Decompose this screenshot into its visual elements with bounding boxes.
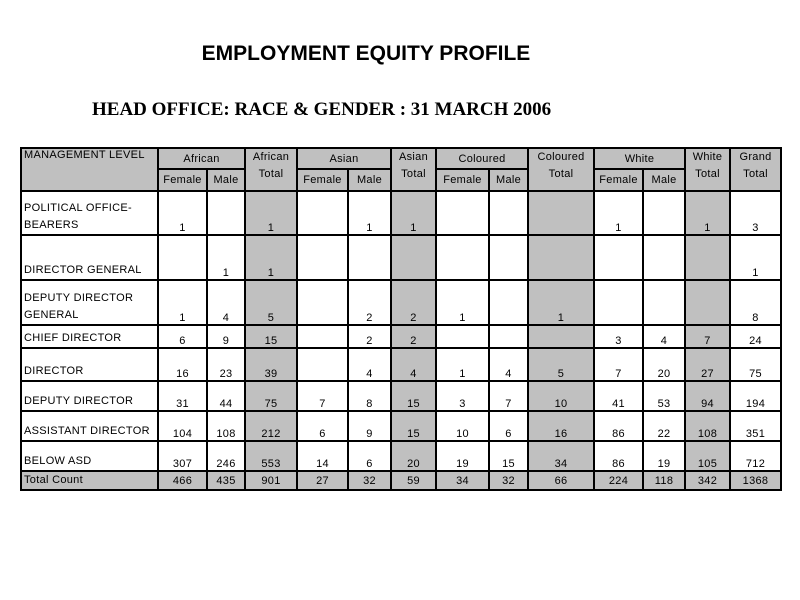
table-cell: [436, 325, 489, 348]
table-cell: 39: [245, 348, 297, 381]
table-cell: [297, 235, 348, 280]
total-cell: 1368: [730, 471, 781, 490]
table-cell: [489, 235, 528, 280]
table-cell: 1: [685, 191, 730, 235]
table-cell: 2: [391, 325, 436, 348]
table-cell: 2: [391, 280, 436, 325]
table-cell: 15: [489, 441, 528, 471]
table-cell: 16: [158, 348, 207, 381]
total-cell: 901: [245, 471, 297, 490]
table-body: [21, 191, 781, 490]
table-cell: 24: [730, 325, 781, 348]
table-cell: 10: [436, 411, 489, 441]
table-cell: 6: [489, 411, 528, 441]
header-coloured-total: Coloured Total: [528, 148, 594, 191]
total-cell: 59: [391, 471, 436, 490]
table-cell: 7: [297, 381, 348, 411]
table-cell: 19: [643, 441, 685, 471]
table-cell: [348, 235, 391, 280]
table-cell: 1: [391, 191, 436, 235]
header-african-total: African Total: [245, 148, 297, 191]
table-row: [21, 381, 781, 411]
row-label-line: DIRECTOR: [24, 365, 84, 377]
table-cell: 1: [436, 280, 489, 325]
document-subtitle: HEAD OFFICE: RACE & GENDER : 31 MARCH 2006: [92, 99, 552, 120]
row-label-line: ASSISTANT DIRECTOR: [24, 425, 150, 437]
table-cell: 27: [685, 348, 730, 381]
header-asian-total: Asian Total: [391, 148, 436, 191]
table-cell: 1: [207, 235, 245, 280]
header-african-female: Female: [158, 169, 207, 191]
table-cell: [528, 191, 594, 235]
header-grand-total: Grand Total: [730, 148, 781, 191]
table-cell: 16: [528, 411, 594, 441]
table-cell: 7: [489, 381, 528, 411]
table-cell: 3: [730, 191, 781, 235]
row-label-line: POLITICAL OFFICE-: [24, 202, 132, 214]
header-white-total: White Total: [685, 148, 730, 191]
table-cell: 10: [528, 381, 594, 411]
table-cell: 212: [245, 411, 297, 441]
table-cell: 31: [158, 381, 207, 411]
row-label-line: DEPUTY DIRECTOR: [24, 292, 134, 304]
row-label-line: BEARERS: [24, 219, 79, 231]
row-label-line: GENERAL: [24, 309, 79, 321]
table-row: [21, 280, 781, 325]
header-coloured: Coloured: [436, 148, 528, 169]
table-cell: [436, 235, 489, 280]
table-row: [21, 348, 781, 381]
row-label-line: DEPUTY DIRECTOR: [24, 395, 134, 407]
header-asian: Asian: [297, 148, 391, 169]
header-coloured-female: Female: [436, 169, 489, 191]
table-cell: 75: [730, 348, 781, 381]
table-cell: 2: [348, 280, 391, 325]
table-cell: 8: [730, 280, 781, 325]
table-cell: [297, 325, 348, 348]
row-label: [21, 325, 158, 348]
table-cell: 1: [528, 280, 594, 325]
table-cell: 104: [158, 411, 207, 441]
total-cell: 466: [158, 471, 207, 490]
total-row-label: Total Count: [21, 471, 158, 490]
row-label: [21, 441, 158, 471]
table-cell: 2: [348, 325, 391, 348]
table-cell: 6: [158, 325, 207, 348]
header-management-level: MANAGEMENT LEVEL: [21, 148, 158, 191]
table-cell: 41: [594, 381, 643, 411]
table-cell: 94: [685, 381, 730, 411]
table-cell: [489, 280, 528, 325]
table-cell: 19: [436, 441, 489, 471]
table-cell: [489, 325, 528, 348]
table-cell: 712: [730, 441, 781, 471]
table-row: [21, 441, 781, 471]
total-cell: 224: [594, 471, 643, 490]
table-cell: 7: [594, 348, 643, 381]
table-cell: 307: [158, 441, 207, 471]
table-cell: 15: [391, 411, 436, 441]
table-cell: 15: [245, 325, 297, 348]
total-cell: 32: [348, 471, 391, 490]
table-cell: 53: [643, 381, 685, 411]
table-cell: 4: [207, 280, 245, 325]
table-cell: [528, 325, 594, 348]
table-cell: [643, 235, 685, 280]
total-cell: 435: [207, 471, 245, 490]
table-cell: [594, 235, 643, 280]
total-row: [21, 471, 781, 490]
table-cell: 351: [730, 411, 781, 441]
document-title: EMPLOYMENT EQUITY PROFILE: [201, 42, 531, 65]
row-label: [21, 411, 158, 441]
total-cell: 34: [436, 471, 489, 490]
header-white-female: Female: [594, 169, 643, 191]
total-cell: 66: [528, 471, 594, 490]
table-cell: 1: [158, 191, 207, 235]
row-label: [21, 235, 158, 280]
table-cell: [528, 235, 594, 280]
table-cell: 1: [730, 235, 781, 280]
table-cell: 3: [436, 381, 489, 411]
table-cell: 5: [245, 280, 297, 325]
table-cell: 20: [643, 348, 685, 381]
row-label: [21, 280, 158, 325]
row-label-line: CHIEF DIRECTOR: [24, 332, 122, 344]
table-cell: [685, 280, 730, 325]
table-cell: [643, 280, 685, 325]
header-asian-male: Male: [348, 169, 391, 191]
table-cell: [643, 191, 685, 235]
table-cell: 553: [245, 441, 297, 471]
table-cell: 7: [685, 325, 730, 348]
header-asian-female: Female: [297, 169, 348, 191]
table-cell: 14: [297, 441, 348, 471]
table-cell: 4: [348, 348, 391, 381]
header-african-male: Male: [207, 169, 245, 191]
table-cell: 9: [207, 325, 245, 348]
table-cell: 108: [207, 411, 245, 441]
table-cell: 86: [594, 411, 643, 441]
table-cell: 4: [643, 325, 685, 348]
table-cell: 3: [594, 325, 643, 348]
header-white-male: Male: [643, 169, 685, 191]
table-cell: 1: [594, 191, 643, 235]
total-cell: 342: [685, 471, 730, 490]
table-cell: 6: [297, 411, 348, 441]
table-cell: [297, 348, 348, 381]
table-cell: 22: [643, 411, 685, 441]
table-cell: 1: [158, 280, 207, 325]
table-cell: 20: [391, 441, 436, 471]
row-label: [21, 381, 158, 411]
table-row: [21, 325, 781, 348]
row-label-line: DIRECTOR GENERAL: [24, 264, 142, 276]
table-cell: [391, 235, 436, 280]
table-cell: [297, 280, 348, 325]
table-cell: [436, 191, 489, 235]
table-cell: 1: [245, 191, 297, 235]
table-cell: 194: [730, 381, 781, 411]
row-label: [21, 348, 158, 381]
table-cell: 8: [348, 381, 391, 411]
table-cell: 4: [489, 348, 528, 381]
table-cell: 5: [528, 348, 594, 381]
table-cell: 86: [594, 441, 643, 471]
table-cell: 75: [245, 381, 297, 411]
table-cell: [297, 191, 348, 235]
table-cell: 15: [391, 381, 436, 411]
header-african: African: [158, 148, 245, 169]
total-cell: 118: [643, 471, 685, 490]
total-cell: 27: [297, 471, 348, 490]
table-cell: [158, 235, 207, 280]
table-cell: 1: [436, 348, 489, 381]
table-cell: 44: [207, 381, 245, 411]
table-cell: 9: [348, 411, 391, 441]
table-cell: [685, 235, 730, 280]
table-cell: 4: [391, 348, 436, 381]
table-cell: 108: [685, 411, 730, 441]
header-white: White: [594, 148, 685, 169]
table-cell: 1: [348, 191, 391, 235]
header-coloured-male: Male: [489, 169, 528, 191]
header-row-groups: [21, 148, 781, 169]
table-cell: 6: [348, 441, 391, 471]
table-cell: [207, 191, 245, 235]
table-cell: [489, 191, 528, 235]
table-cell: 105: [685, 441, 730, 471]
row-label-line: BELOW ASD: [24, 455, 92, 467]
total-cell: 32: [489, 471, 528, 490]
table-cell: [594, 280, 643, 325]
table-cell: 1: [245, 235, 297, 280]
equity-table: [20, 147, 782, 491]
row-label: [21, 191, 158, 235]
table-cell: 246: [207, 441, 245, 471]
table-row: [21, 191, 781, 235]
table-row: [21, 411, 781, 441]
table-row: [21, 235, 781, 280]
table-cell: 34: [528, 441, 594, 471]
table-cell: 23: [207, 348, 245, 381]
